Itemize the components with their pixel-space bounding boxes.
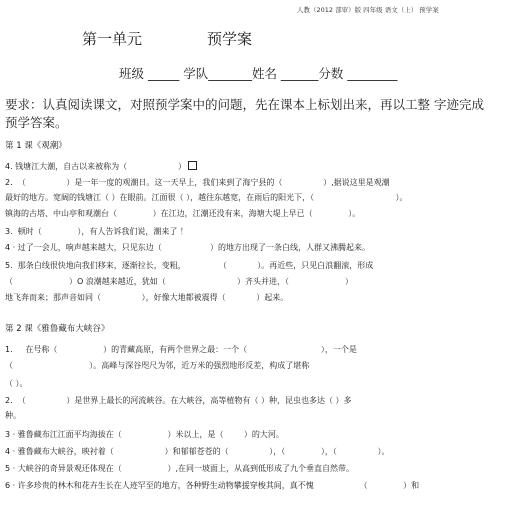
lesson-2-line: 1. 在号称（ ）的青藏高原，有两个世界之最：一个（ ），一个是 [5, 345, 357, 354]
header-text: 人教（2012 部审）版 四年级 语文（上） 预学案 [297, 6, 439, 14]
lesson-1-line: 2. （ ）是一年一度的观潮日。这一天早上，我们来到了海宁县的（ ）,据说这里是观潮 [5, 178, 390, 187]
lesson-2-line: 6 · 许多珍贵的林木和花卉生长在人迹罕至的地方，各种野生动物攀援穿梭其间，真不愧 （ ）和 [5, 481, 420, 490]
lesson-1-line: 3. 顿时（ ），有人告诉我们说，潮来了 ！ [5, 227, 188, 236]
lesson-1-line: 镇海的古塔、中山亭和观潮台（ ）在江边，江潮还没有来，海塘大堤上早已（ ）。 [5, 209, 361, 218]
lesson-2-line: （ ）。高峰与深谷咫尺为邻，近万米的强烈地形反差，构成了堪称 [5, 361, 310, 370]
lesson-1-line: （ ）O 浪潮越来越近，犹如（ ）齐头并进，（ ） [5, 277, 353, 286]
lesson-2-title: 第 2 课《雅鲁藏布大峡谷》 [5, 324, 110, 334]
instruction-line-2: 预学答案。 [5, 115, 68, 130]
instruction-line-1: 要求：认真阅读课文，对照预学案中的问题，先在课本上标划出来，再以工整 字迹完成 [5, 97, 484, 112]
lesson-2-line: 2. （ ）是世界上最长的河流峡谷。在大峡谷，高等植物有（ ）种，昆虫也多达（ ）多 [5, 396, 352, 405]
lesson-1-line: 5. 那条白线很快地向我们移来，逐渐拉长，变粗， （ ）。再近些，只见白浪翻滚，形成 [5, 261, 374, 270]
lesson-1-line: 最好的地方。宽阔的钱塘江（ ）在眼前。江面很（ ），越往东越宽，在雨后的阳光下，（ ）。 [5, 193, 408, 202]
lesson-2-line: 种。 [5, 411, 21, 420]
checkbox-icon [188, 161, 197, 170]
lesson-2-line: （ ）。 [5, 379, 28, 388]
unit-title: 第一单元 [82, 30, 143, 48]
lesson-2-line: 4 · 雅鲁藏布大峡谷，映衬着（ ）和郁郁苍苍的（ ），（ ），（ ）。 [5, 447, 390, 456]
student-info-line: 班级 _____ 学队_______姓名 ______分数 ________ [119, 66, 398, 81]
lesson-1-line: 4 · 过了一会儿，响声越来越大，只见东边（ ）的地方出现了一条白线，人群又沸腾起来。 [5, 243, 371, 252]
lesson-1-title: 第 1 课《观潮》 [5, 141, 67, 151]
lesson-2-line: 5 · 大峡谷的奇异景观还体现在（ ）,在同一坡面上，从高到低形成了九个垂直自然带。 [5, 464, 355, 473]
lesson-1-line: 地飞奔而来；那声音如同（ ），好像大地都被震得（ ）起来。 [5, 293, 289, 302]
lesson-1-line: 4. 钱塘江大潮，自古以来被称为（ ） [5, 161, 197, 171]
doc-title: 预学案 [207, 30, 253, 48]
lesson-2-line: 3 · 雅鲁藏布江江面平均海拔在（ ）米以上，是（ ）的大河。 [5, 430, 284, 439]
